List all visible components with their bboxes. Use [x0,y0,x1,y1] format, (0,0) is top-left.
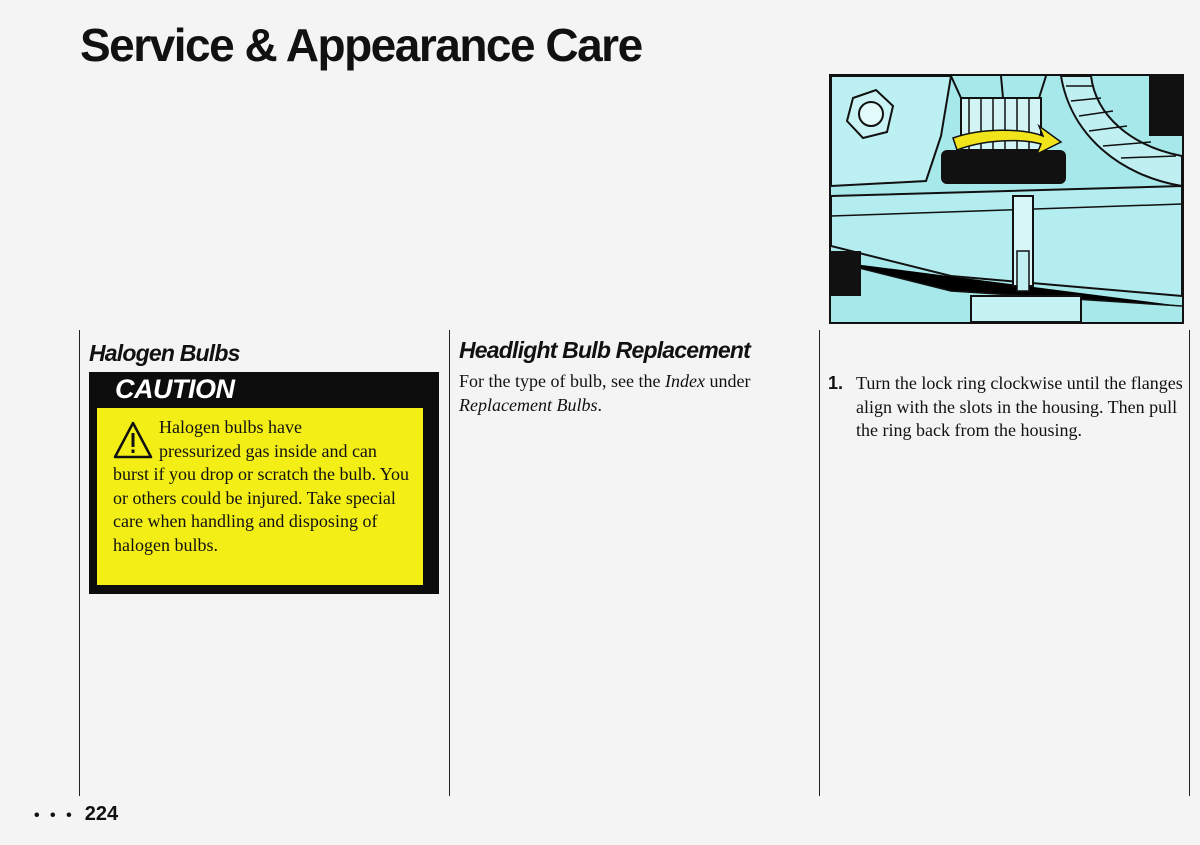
replacement-bulbs-reference: Replacement Bulbs [459,394,598,415]
caution-title: CAUTION [115,374,235,404]
step-text: Turn the lock ring clockwise until the flanges align with the slots in the housing. Then pull the ring back from the housing. [856,373,1183,440]
column-divider-middle [449,330,450,796]
caution-text-first-line: Halogen bulbs have [159,417,302,437]
warning-triangle-icon [113,420,153,460]
headlight-lock-ring-illustration [829,74,1184,324]
caution-box [89,372,439,594]
step-number: 1. [828,373,844,393]
lock-ring-drawing [831,76,1182,322]
page-title: Service & Appearance Care [80,19,642,71]
halogen-bulbs-heading: Halogen Bulbs [89,340,240,366]
bulb-type-paragraph [459,370,814,417]
footer-dots: • • • [34,807,75,824]
column-divider-right [1189,330,1190,796]
headlight-bulb-replacement-heading: Headlight Bulb Replacement [459,337,751,363]
index-reference: Index [664,371,705,391]
page-number: 224 [84,803,119,825]
period: . [597,394,602,415]
column-divider-left [79,330,80,796]
bulb-type-text: For the type of bulb, see the [459,371,665,391]
page-footer [34,803,118,826]
under-text: under [704,371,751,391]
step-1 [828,372,1183,443]
caution-text: pressurized gas inside and can burst if you drop or scratch the bulb. You or others could be injured. Take special care when handling and disposing of halogen bulbs. [113,440,409,555]
caution-body [97,408,423,585]
column-divider-right-center [819,330,820,796]
